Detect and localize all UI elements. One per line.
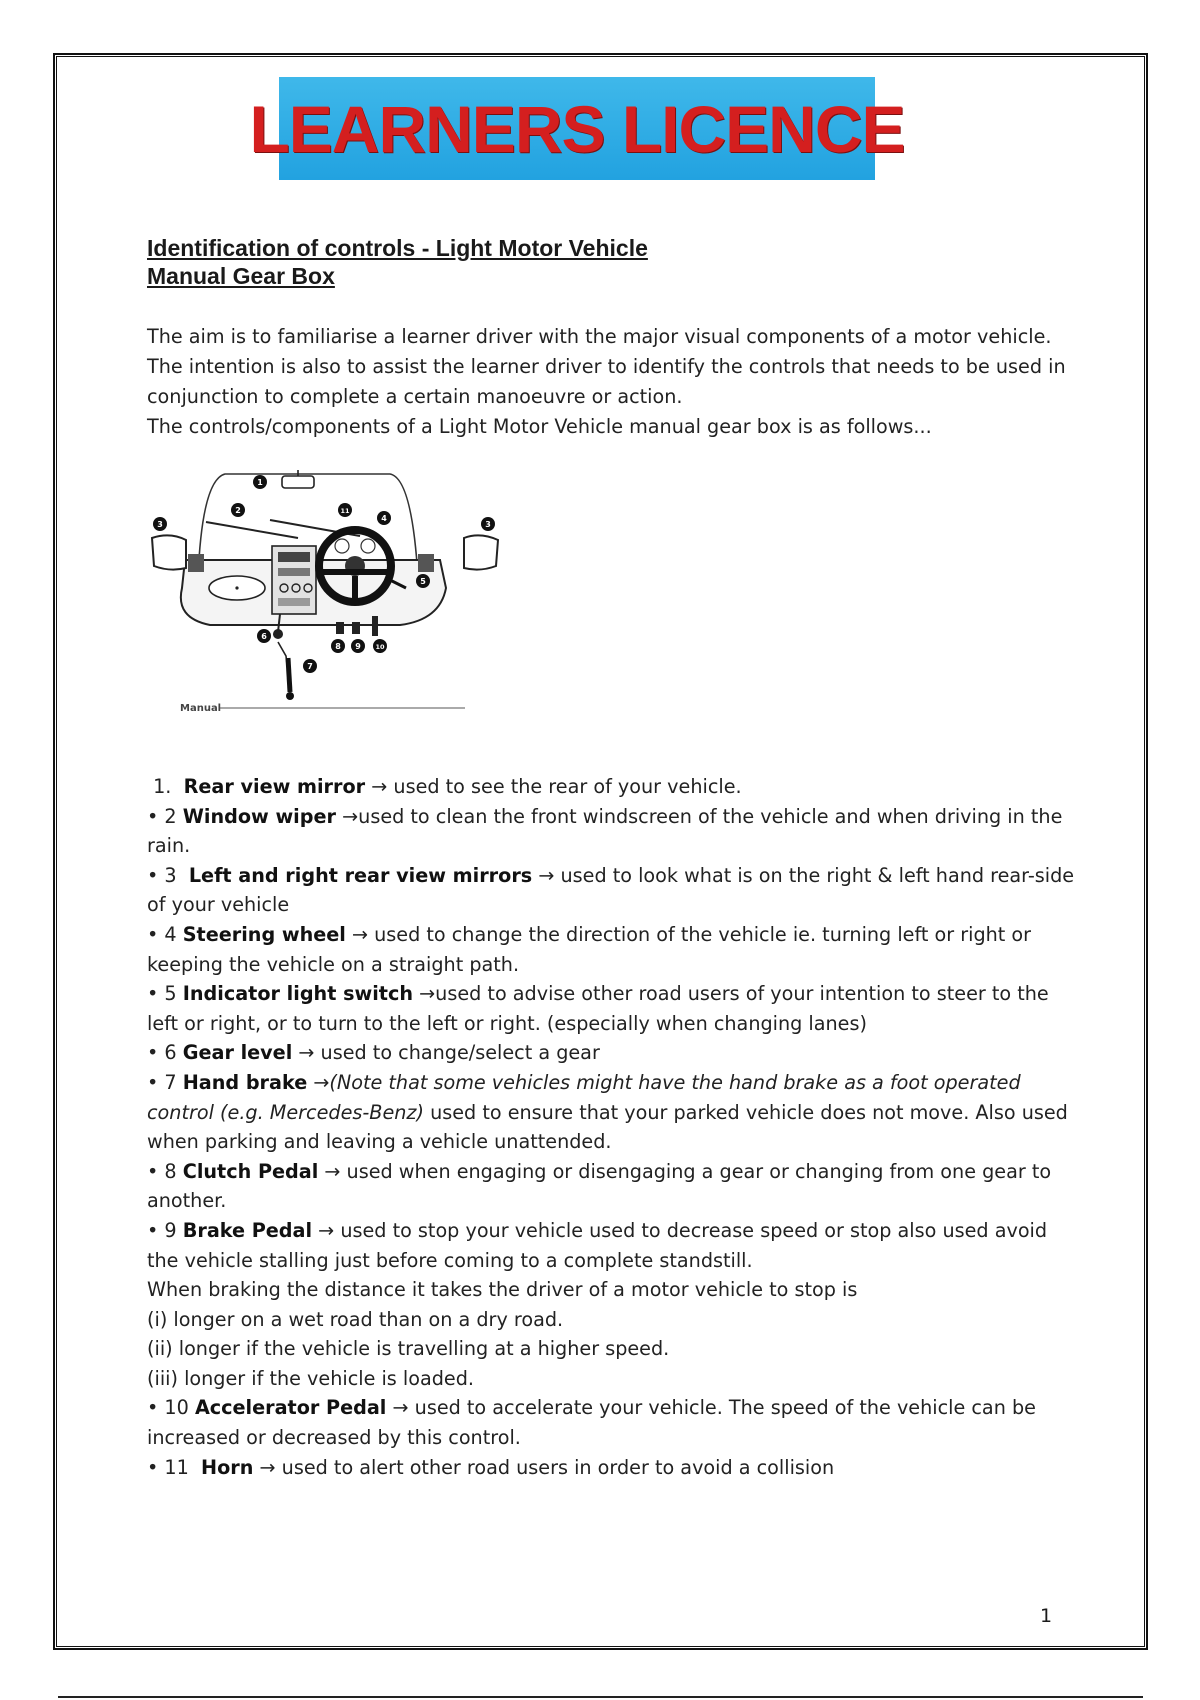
right-vent — [418, 554, 434, 572]
svg-text:9: 9 — [355, 642, 361, 651]
svg-text:3: 3 — [157, 520, 163, 529]
left-mirror-shape — [152, 535, 186, 569]
control-item-7: • 7 Hand brake →(Note that some vehicles might have the hand brake as a foot operated control (e.g. Mercedes-Benz) used to ensure that your parked vehicle does not move. Also used when parking and leaving a vehicle unattended. — [147, 1070, 1068, 1154]
section-heading — [147, 234, 648, 290]
rear-view-mirror-shape — [282, 476, 314, 488]
accelerator-pedal-shape — [372, 616, 378, 636]
svg-text:6: 6 — [261, 632, 267, 641]
callout-5 — [416, 574, 430, 588]
banner-title: LEARNERS LICENCE — [249, 91, 905, 166]
dashboard-diagram — [150, 460, 500, 725]
svg-text:10: 10 — [375, 643, 385, 651]
diagram-caption: Manual — [180, 703, 222, 714]
title-banner — [249, 77, 905, 180]
heading-line-2: Manual Gear Box — [147, 263, 335, 289]
svg-text:8: 8 — [335, 642, 341, 651]
svg-text:11: 11 — [340, 507, 350, 515]
callout-9 — [351, 639, 365, 653]
heading-line-1: Identification of controls - Light Motor Vehicle — [147, 235, 648, 261]
control-item-5: • 5 Indicator light switch →used to advise other road users of your intention to steer to the left or right, or to turn to the left or right. (especially when changing lanes) — [147, 982, 1049, 1035]
intro-paragraph-1: The aim is to familiarise a learner driver with the major visual components of a motor vehicle. The intention is also to assist the learner driver to identify the controls that needs to be used in conjunction to complete a certain manoeuvre or action. — [147, 325, 1066, 408]
bottom-rule — [58, 1696, 1143, 1698]
control-item-4: • 4 Steering wheel → used to change the direction of the vehicle ie. turning left or right or keeping the vehicle on a straight path. — [147, 922, 1032, 976]
svg-text:7: 7 — [307, 662, 313, 671]
control-item-9: • 9 Brake Pedal → used to stop your vehicle used to decrease speed or stop also used avoid the vehicle stalling just before coming to a complete standstill. — [147, 1218, 1048, 1272]
svg-text:2: 2 — [235, 506, 241, 515]
callout-6 — [257, 629, 271, 643]
controls-list — [147, 772, 1077, 1482]
control-item-2: • 2 Window wiper →used to clean the front windscreen of the vehicle and when driving in the rain. — [147, 804, 1063, 858]
page-number: 1 — [1040, 1605, 1053, 1627]
intro-text — [147, 322, 1067, 442]
right-mirror-shape — [464, 535, 498, 569]
control-item-11: • 11 Horn → used to alert other road users in order to avoid a collision — [147, 1455, 835, 1479]
callout-7 — [303, 659, 317, 673]
braking-item-1: (i) longer on a wet road than on a dry road. — [147, 1307, 564, 1331]
callout-1 — [253, 475, 267, 489]
callout-3-right — [481, 517, 495, 531]
braking-item-2: (ii) longer if the vehicle is travelling at a higher speed. — [147, 1337, 670, 1361]
control-item-3: • 3 Left and right rear view mirrors → used to look what is on the right & left hand rear-side of your vehicle — [147, 863, 1075, 917]
intro-paragraph-2: The controls/components of a Light Motor Vehicle manual gear box is as follows... — [147, 415, 932, 438]
callout-3-left — [153, 517, 167, 531]
left-vent — [188, 554, 204, 572]
control-item-8: • 8 Clutch Pedal → used when engaging or disengaging a gear or changing from one gear to another. — [147, 1159, 1052, 1213]
svg-text:4: 4 — [381, 514, 387, 523]
clutch-pedal-shape — [336, 622, 344, 634]
brake-pedal-shape — [352, 622, 360, 634]
svg-text:1: 1 — [257, 478, 263, 487]
callout-4 — [377, 511, 391, 525]
control-item-6: • 6 Gear level → used to change/select a gear — [147, 1041, 600, 1065]
braking-item-3: (iii) longer if the vehicle is loaded. — [147, 1366, 474, 1390]
callout-8 — [331, 639, 345, 653]
braking-intro: When braking the distance it takes the driver of a motor vehicle to stop is — [147, 1278, 858, 1302]
svg-text:3: 3 — [485, 520, 491, 529]
svg-text:5: 5 — [420, 577, 426, 586]
control-item-1: 1. Rear view mirror → used to see the rear of your vehicle. — [147, 775, 742, 798]
wiper-left — [206, 522, 298, 538]
callout-11 — [338, 503, 352, 517]
control-item-10: • 10 Accelerator Pedal → used to accelerate your vehicle. The speed of the vehicle can be increased or decreased by this control. — [147, 1396, 1036, 1450]
callout-2 — [231, 503, 245, 517]
callout-10 — [373, 639, 387, 653]
hand-brake-shape — [288, 658, 290, 692]
